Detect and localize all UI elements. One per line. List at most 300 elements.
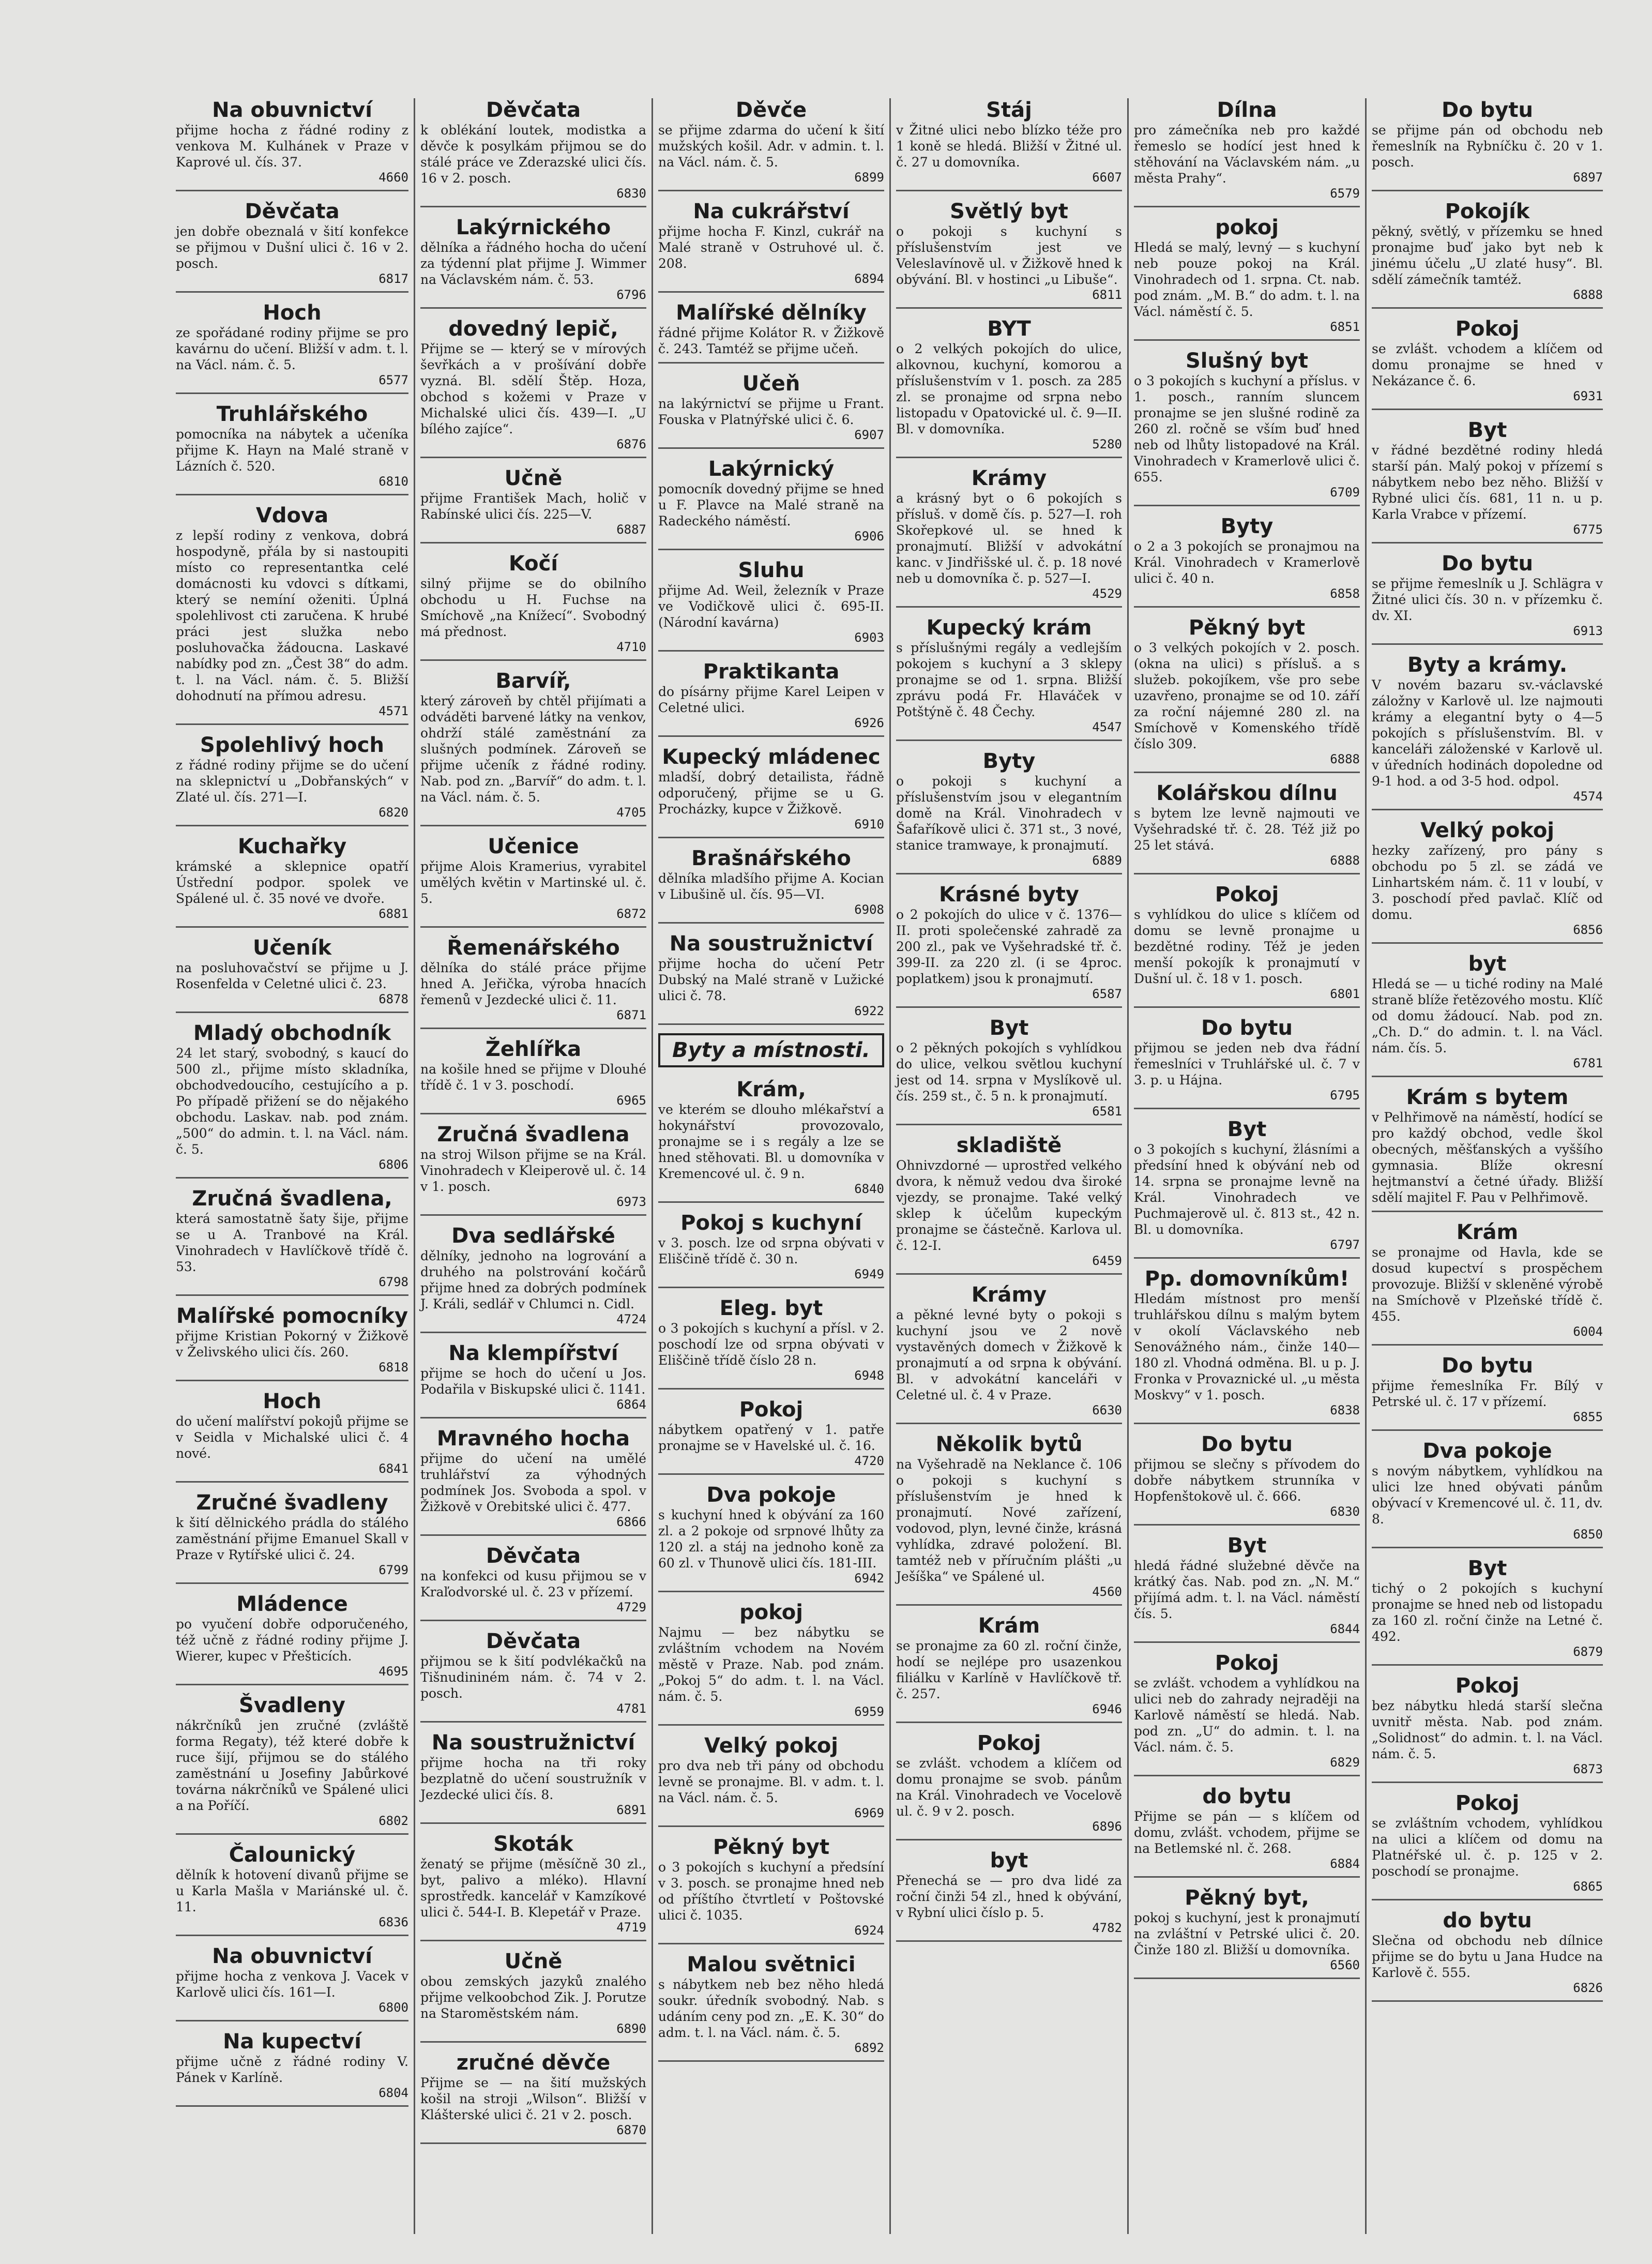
ad-number: 6931	[1573, 389, 1603, 403]
classified-ad	[658, 1483, 884, 1592]
ad-text: Hledá se malý, levný — s kuchyní neb pouze pokoj na Král. Vinohradech od 1. srpna. Ct. nab. pod znám. „M. B.“ do adm. t. l. na Václ. náměstí č. 5.	[1134, 240, 1360, 319]
ad-number: 6887	[616, 522, 646, 537]
ad-title: Děvčata	[486, 1629, 581, 1653]
classified-ad	[896, 1849, 1122, 1942]
ad-text: o 2 pokojích do ulice v č. 1376—II. proti společenské zahradě za 200 zl., pak ve Vyšehradské tř. č. 399-II. za 220 zl. (i se 4proc. poplatkem) jsou k pronajmutí.	[896, 907, 1122, 986]
ad-number: 6581	[1092, 1104, 1122, 1119]
classified-ad	[1372, 1674, 1603, 1783]
classified-ad	[176, 1843, 408, 1936]
ad-text: Přenechá se — pro dva lidé za roční činži 54 zl., hned k obývání, v Rybní ulici číslo p. 5.	[896, 1873, 1122, 1920]
classified-ad	[896, 1614, 1122, 1723]
ad-text: v Pelhřimově na náměstí, hodící se pro každý obchod, vedle škol obecných, měšťanských a vyššího gymnasia. Blíže okresní hejtmanství a četné úřady. Bližší sdělí majitel F. Pau v Pelhřimově.	[1372, 1110, 1603, 1205]
ad-text: k oblékání loutek, modistka a děvče k posylkám přijmou se do stálé práce ve Zderazské ulici čís. 16 v 2. posch.	[420, 123, 646, 186]
classified-ad	[1372, 952, 1603, 1077]
classified-ad	[176, 402, 408, 495]
ad-text: na stroj Wilson přijme se na Král. Vinohradech v Kleiperově ul. č. 14 v 1. posch.	[420, 1147, 646, 1194]
ad-title: do bytu	[1443, 1909, 1532, 1933]
ad-text: z lepší rodiny z venkova, dobrá hospodyně, přála by si nastoupiti místo co representantka celé domácnosti ku vdovci s dítkami, který se nemíní oženiti. Úplná spolehlivost cti zaručena. K hrubé práci jest služka nebo posluhovačka žádoucna. Laskavé nabídky pod zn. „Čest 38“ do adm. t. l. na Václ. nám. č. 5. Bližší dohodnutí na přímou adresu.	[176, 528, 408, 703]
classified-ad	[896, 1283, 1122, 1424]
ad-title: Sluhu	[738, 559, 805, 582]
ad-text: Hledá se — u tiché rodiny na Malé straně blíže řetězového mostu. Klíč od domu žádoucí. Nab. pod zn. „Ch. D.“ do admin. t. l. na Václ. nám. čís. 5.	[1372, 976, 1603, 1055]
classified-ad	[1134, 883, 1360, 1008]
ad-number: 6879	[1573, 1644, 1603, 1659]
ad-title: Na obuvnictví	[212, 1944, 372, 1968]
classified-ad	[1134, 216, 1360, 341]
ad-text: se přijme řemeslník u J. Schlägra v Žitné ulici čís. 30 n. v přízemku č. dv. XI.	[1372, 576, 1603, 623]
classified-ad	[176, 1694, 408, 1835]
ad-number: 6897	[1573, 170, 1603, 185]
ad-title: Děvčata	[245, 200, 340, 223]
ad-text: a krásný byt o 6 pokojích s přísluš. v domě čís. p. 527—I. roh Skořepkové ul. se hned k pronajmutí. Bližší v advokátní kanc. v Jindřišské ul. č. p. 18 nové neb u domovníka č. p. 527—I.	[896, 491, 1122, 586]
ad-text: přijme Alois Kramerius, vyrabitel umělých květin v Martinské ul. č. 5.	[420, 859, 646, 906]
classified-ad	[1372, 552, 1603, 645]
ad-number: 6856	[1573, 923, 1603, 937]
ad-title: Pp. domovníkům!	[1144, 1267, 1350, 1291]
classified-ad	[420, 216, 646, 309]
ad-title: Pěkný byt	[713, 1835, 830, 1859]
ad-title: Pokoj	[1215, 883, 1279, 907]
classified-ad	[896, 317, 1122, 458]
ad-text: v řádné bezdětné rodiny hledá starší pán. Malý pokoj v přízemí s nábytkem nebo bez něho. Bližší v Rybné ulici čís. 681, 11 n. u p. Karla Vrabce v přízemí.	[1372, 443, 1603, 522]
ad-number: 6830	[616, 186, 646, 201]
ad-title: Brašnářského	[691, 847, 851, 870]
ad-title: Krám,	[736, 1078, 806, 1101]
ad-number: 6949	[854, 1267, 884, 1281]
ad-title: Kuchařky	[237, 835, 347, 858]
ad-text: s bytem lze levně najmouti ve Vyšehradské tř. č. 28. Též již po 25 let stává.	[1134, 806, 1360, 853]
ad-text: Ohnivzdorné — uprostřed velkého dvora, k němuž vedou dva široké vjezdy, se pronajme. Také velký sklep k účelům kupeckým pronajme se částečně. Karlova ul. č. 12-I.	[896, 1158, 1122, 1253]
classified-ad	[176, 98, 408, 191]
ad-number: 4571	[378, 704, 408, 718]
ad-number: 4529	[1092, 586, 1122, 601]
ad-text: o 3 pokojích s kuchyní, žlásními a předsíní hned k obývání neb od 14. srpna se pronajme levně na Král. Vinohradech ve Puchmajerově ul. č. 813 st., 42 n. Bl. u domovníka.	[1134, 1142, 1360, 1237]
ad-text: přijme hocha F. Kinzl, cukrář na Malé straně v Ostruhové ul. č. 208.	[658, 224, 884, 271]
classified-ad	[658, 1296, 884, 1390]
ad-number: 4719	[616, 1920, 646, 1935]
classified-ad	[420, 1224, 646, 1333]
ad-text: o pokoji s kuchyní s příslušenstvím jest ve Veleslavínově ul. v Žižkově hned k obývání. Bl. v hostinci „u Libuše“.	[896, 224, 1122, 287]
classified-ad	[1134, 1016, 1360, 1109]
ad-title: Velký pokoj	[1420, 819, 1555, 842]
ad-text: Hledám místnost pro menší truhlářskou dílnu s malým bytem v okolí Václavského neb Senovážného nám., činže 140—180 zl. Vhodná odměna. Bl. u p. J. Fronka v Provaznické ul. „u města Moskvy“ v 1. posch.	[1134, 1291, 1360, 1402]
ad-title: Krásné byty	[939, 883, 1079, 907]
ad-text: přijmou se jeden neb dva řádní řemeslníci v Truhlářské ul. č. 7 v 3. p. u Hájna.	[1134, 1040, 1360, 1088]
classified-ad	[1372, 98, 1603, 191]
ad-title: Řemenářského	[447, 936, 620, 960]
ad-title: Dva pokoje	[706, 1483, 836, 1507]
ad-number: 6899	[854, 170, 884, 185]
column-3	[651, 98, 889, 2234]
ad-title: Barvíř,	[495, 669, 571, 693]
ad-text: který zároveň by chtěl přijímati a odváděti barvené látky na venkov, ohdrží stálé zaměstnání za slušných podmínek. Zároveň se přijme učeník z řádné rodiny. Nab. pod zn. „Barvíř“ do adm. t. l. na Václ. nám. č. 5.	[420, 693, 646, 805]
ad-text: o 2 a 3 pokojích se pronajmou na Král. Vinohradech v Kramerlově ulici č. 40 n.	[1134, 539, 1360, 586]
ad-text: dělníka a řádného hocha do učení za týdenní plat přijme J. Wimmer na Václavském nám. č. 53.	[420, 240, 646, 287]
ad-title: Velký pokoj	[704, 1734, 839, 1758]
classified-ad	[420, 936, 646, 1029]
ad-title: Učeník	[252, 936, 332, 960]
classified-ad	[658, 301, 884, 364]
ad-title: Stáj	[986, 98, 1032, 122]
classified-ad	[1372, 1909, 1603, 2002]
classified-ad	[896, 466, 1122, 608]
ad-title: Do bytu	[1201, 1016, 1293, 1040]
classified-ad	[420, 1123, 646, 1216]
ad-title: Pěkný byt,	[1185, 1886, 1309, 1910]
classified-ad	[420, 1731, 646, 1824]
ad-number: 6888	[1330, 752, 1360, 766]
ad-text: se zvlášt. vchodem a klíčem od domu pronajme se hned v Nekázance č. 6.	[1372, 341, 1603, 388]
ad-title: Dva sedlářské	[451, 1224, 615, 1248]
ad-title: Zručné švadleny	[196, 1491, 388, 1515]
ad-number: 4720	[854, 1454, 884, 1468]
ad-number: 4729	[616, 1600, 646, 1614]
ad-title: Krám s bytem	[1406, 1085, 1569, 1109]
ad-title: Učeň	[742, 372, 800, 396]
ad-text: na posluhovačství se přijme u J. Rosenfelda v Celetné ulici č. 23.	[176, 960, 408, 991]
ad-text: pěkný, světlý, v přízemku se hned pronajme buď jako byt neb k jinému účelu „U zlaté husy“. Bl. sdělí zámečník tamtéž.	[1372, 224, 1603, 287]
ad-title: Pokoj	[1455, 317, 1520, 341]
classified-ad	[1134, 349, 1360, 506]
ad-number: 6830	[1330, 1504, 1360, 1519]
ad-number: 6866	[616, 1515, 646, 1529]
ad-text: přijme František Mach, holič v Rabínské ulici čís. 225—V.	[420, 491, 646, 522]
ad-number: 6810	[378, 474, 408, 489]
classified-ad	[176, 1304, 408, 1381]
classified-ad	[420, 1037, 646, 1114]
ad-text: o pokoji s kuchyní a příslušenstvím jsou v elegantním domě na Král. Vinohradech v Šafaříkově ulici č. 371 st., 3 nové, stanice tramwaye, k pronajmutí.	[896, 774, 1122, 853]
classified-ad	[658, 932, 884, 1025]
ad-title: byt	[1468, 952, 1507, 976]
classified-ad	[1372, 1557, 1603, 1666]
ad-title: Mládence	[236, 1592, 348, 1616]
ad-number: 4660	[378, 170, 408, 185]
ad-title: Eleg. byt	[719, 1296, 823, 1320]
ad-text: pomocník dovedný přijme se hned u F. Plavce na Malé straně na Radeckého náměstí.	[658, 481, 884, 529]
classified-ad	[1372, 1791, 1603, 1900]
ad-title: Krám	[1456, 1220, 1519, 1244]
classified-ad	[658, 1835, 884, 1944]
classified-ad	[1134, 98, 1360, 207]
classified-ad	[176, 1944, 408, 2021]
ad-number: 6004	[1573, 1324, 1603, 1339]
ad-title: BYT	[987, 317, 1031, 341]
ad-text: přijme hocha na tři roky bezplatně do učení soustružník v Jezdecké ulici čís. 8.	[420, 1755, 646, 1802]
ad-title: Lakýrnického	[456, 216, 611, 239]
ad-text: tichý o 2 pokojích s kuchyní pronajme se hned neb od listopadu za 160 zl. roční činže na Letné č. 492.	[1372, 1581, 1603, 1644]
ad-title: Na kupectví	[223, 2030, 361, 2054]
ad-number: 6630	[1092, 1403, 1122, 1417]
ad-title: Malířské dělníky	[676, 301, 867, 325]
ad-text: s nábytkem neb bez něho hledá soukr. úředník svobodný. Nab. s udáním ceny pod zn. „E. K. 30“ do adm. t. l. na Václ. nám. č. 5.	[658, 1977, 884, 2040]
classified-ad	[1372, 1439, 1603, 1548]
ad-text: přijmou se slečny s přívodem do dobře nábytkem strunníka v Hopfenštokově ul. č. 666.	[1134, 1457, 1360, 1504]
classified-ad	[1134, 1267, 1360, 1424]
ad-number: 6872	[616, 907, 646, 921]
ad-text: a pěkné levné byty o pokoji s kuchyní jsou ve 2 nově vystavěných domech v Žižkově k pronajmutí a od srpna k obývání. Bl. v advokátní kanceláři v Celetné ul. č. 4 v Praze.	[896, 1307, 1122, 1402]
ad-text: Slečna od obchodu neb dílnice přijme se do bytu u Jana Hudce na Karlově č. 555.	[1372, 1933, 1603, 1980]
ad-text: se přijme zdarma do učení k šití mužských košil. Adr. v admin. t. l. na Václ. nám. č. 5.	[658, 123, 884, 170]
ad-title: Hoch	[263, 301, 322, 325]
ad-text: bez nábytku hledá starší slečna uvnitř města. Nab. pod znám. „Solidnost“ do admin. t. l. na Václ. nám. č. 5.	[1372, 1698, 1603, 1761]
ad-number: 6881	[378, 907, 408, 921]
classified-ad	[896, 1731, 1122, 1840]
ad-number: 6864	[616, 1397, 646, 1412]
classified-ad	[896, 1432, 1122, 1606]
ad-number: 6826	[1573, 1981, 1603, 1995]
ad-title: Kočí	[508, 552, 558, 576]
ad-number: 6873	[1573, 1762, 1603, 1776]
classified-ad	[658, 745, 884, 838]
classified-ad	[896, 616, 1122, 741]
ad-number: 6577	[378, 373, 408, 387]
classified-ad	[658, 457, 884, 550]
ad-text: se pronajme od Havla, kde se dosud kupectví s prospěchem provozuje. Bližší v skleněné výrobě na Smíchově v Plzeňské třídě č. 455.	[1372, 1245, 1603, 1324]
ad-number: 6969	[854, 1806, 884, 1820]
ad-title: Učně	[504, 1950, 563, 1973]
ad-text: se zvláštním vchodem, vyhlídkou na ulici a klíčem od domu na Platnéřské ul. č. p. 125 v 2. poschodí se pronajme.	[1372, 1816, 1603, 1879]
ad-number: 6959	[854, 1704, 884, 1719]
ad-number: 6840	[854, 1182, 884, 1196]
ad-title: Skoták	[493, 1832, 573, 1856]
ad-number: 6858	[1330, 586, 1360, 601]
ad-number: 6838	[1330, 1403, 1360, 1417]
classified-ad	[420, 1341, 646, 1418]
ad-number: 6942	[854, 1571, 884, 1586]
ad-title: Hoch	[263, 1390, 322, 1413]
ad-title: Byt	[989, 1016, 1029, 1040]
ad-number: 6587	[1092, 987, 1122, 1001]
ad-text: s novým nábytkem, vyhlídkou na ulici lze hned obývati pánům obývací v Kremencové ul. č. 11, dv. 8.	[1372, 1463, 1603, 1527]
ad-number: 4574	[1573, 789, 1603, 804]
ad-number: 4781	[616, 1701, 646, 1716]
ad-text: v 3. posch. lze od srpna obývati v Eliščině třídě č. 30 n.	[658, 1235, 884, 1266]
classified-ad	[420, 1832, 646, 1941]
ad-text: nábytkem opatřený v 1. patře pronajme se v Havelské ul. č. 16.	[658, 1422, 884, 1453]
classified-ad	[176, 2030, 408, 2107]
classified-ad	[1134, 1118, 1360, 1259]
ad-number: 6948	[854, 1368, 884, 1383]
section-heading	[658, 1033, 884, 1067]
classified-ad	[896, 98, 1122, 191]
ad-title: zručné děvče	[456, 2051, 611, 2075]
ad-text: přijmou se k šití podvlékačků na Tišnudininém nám. č. 74 v 2. posch.	[420, 1654, 646, 1701]
ad-title: skladiště	[956, 1134, 1062, 1157]
ad-number: 6870	[616, 2123, 646, 2137]
ad-text: 24 let starý, svobodný, s kaucí do 500 zl., přijme místo skladníka, obchodvedoucího, cestujícího a p. Po případě přižení se do nějakého obchodu. Laskav. nab. pod znám. „500“ do admin. t. l. na Václ. nám. č. 5.	[176, 1046, 408, 1157]
ad-title: dovedný lepič,	[448, 317, 618, 341]
ad-number: 6798	[378, 1275, 408, 1289]
ad-title: Krám	[978, 1614, 1040, 1638]
ad-title: Do bytu	[1442, 1354, 1533, 1378]
classified-ad	[420, 2051, 646, 2144]
ad-number: 4560	[1092, 1584, 1122, 1599]
ad-number: 6965	[616, 1093, 646, 1108]
ad-text: ze spořádané rodiny přijme se pro kavárnu do učení. Bližší v adm. t. l. na Václ. nám. č. 5.	[176, 325, 408, 372]
ad-number: 6906	[854, 529, 884, 544]
ad-text: ženatý se přijme (měsíčně 30 zl., byt, palivo a mléko). Hlavní sprostředk. kancelář v Kamzíkové ulici č. 544-I. B. Klepetář v Praze.	[420, 1857, 646, 1920]
ad-number: 6888	[1573, 288, 1603, 302]
classified-ad	[658, 1734, 884, 1827]
ad-number: 6924	[854, 1923, 884, 1938]
ad-number: 6818	[378, 1360, 408, 1375]
ad-title: Pokoj	[1215, 1651, 1279, 1675]
ad-text: řádné přijme Kolátor R. v Žižkově č. 243. Tamtéž se přijme učeň.	[658, 325, 884, 356]
ad-text: silný přijme se do obilního obchodu u H. Fuchse na Smíchově „na Knížecí“. Svobodný má přednost.	[420, 576, 646, 639]
ad-number: 6459	[1092, 1254, 1122, 1268]
classified-ad	[176, 835, 408, 928]
ad-number: 6802	[378, 1814, 408, 1828]
classified-ad	[658, 1953, 884, 2062]
ad-number: 6973	[616, 1195, 646, 1209]
classified-ad	[176, 1390, 408, 1483]
classified-ad	[1372, 317, 1603, 410]
ad-text: se přijme pán od obchodu neb řemeslník na Rybníčku č. 20 v 1. posch.	[1372, 123, 1603, 170]
ad-number: 6926	[854, 716, 884, 730]
ad-text: o 3 pokojích s kuchyní a přísl. v 2. poschodí lze od srpna obývati v Eliščině třídě číslo 28 n.	[658, 1321, 884, 1368]
ad-number: 6801	[1330, 987, 1360, 1001]
ad-title: Lakýrnický	[708, 457, 835, 481]
ad-text: k šití dělnického prádla do stálého zaměstnání přijme Emanuel Skall v Praze v Rytířské ulici č. 24.	[176, 1515, 408, 1562]
ad-text: na košile hned se přijme v Dlouhé třídě č. 1 v 3. poschodí.	[420, 1062, 646, 1093]
ad-title: Na soustružnictví	[669, 932, 873, 956]
ad-number: 6781	[1573, 1056, 1603, 1070]
ad-title: Byt	[1227, 1118, 1267, 1141]
ad-text: obou zemských jazyků znalého přijme velkoobchod Zik. J. Porutze na Staroměstském nám.	[420, 1974, 646, 2021]
ad-title: Kupecký mládenec	[662, 745, 881, 769]
ad-text: Přijme se — na šití mužských košil na stroji „Wilson“. Bližší v Klášterské ulici č. 21 v 2. posch.	[420, 2075, 646, 2122]
ad-text: Přijme se — který se v mírových ševřkách a v prošívání dobře vyzná. Bl. sdělí Štěp. Hoza, obchod s kožemi v Praze v Michalské ulici čís. 439—I. „U bílého zajíce“.	[420, 341, 646, 436]
classified-ad	[420, 98, 646, 207]
classified-ad	[658, 98, 884, 191]
ad-number: 6841	[378, 1461, 408, 1476]
classified-ad	[896, 883, 1122, 1008]
ad-text: dělníka mladšího přijme A. Kocian v Libušině ul. čís. 95—VI.	[658, 871, 884, 902]
ad-number: 6579	[1330, 186, 1360, 201]
classified-ad	[1134, 781, 1360, 874]
ad-text: přijme do učení na umělé truhlářství za výhodných podmínek Jos. Svoboda a spol. v Žižkově v Orebitské ulici č. 477.	[420, 1451, 646, 1514]
ad-number: 6888	[1330, 853, 1360, 868]
classified-ad	[1372, 418, 1603, 544]
classified-ad	[1134, 1886, 1360, 1979]
classified-ad	[420, 669, 646, 826]
classified-ad	[1372, 1220, 1603, 1346]
classified-ad	[1372, 1354, 1603, 1431]
classified-ad	[658, 1078, 884, 1203]
ad-number: 6896	[1092, 1819, 1122, 1834]
ad-text: přijme hocha z řádné rodiny z venkova M. Kulhánek v Praze v Kaprové ul. čís. 37.	[176, 123, 408, 170]
classified-ad	[658, 660, 884, 737]
column-5	[1127, 98, 1365, 2234]
ad-number: 6946	[1092, 1702, 1122, 1716]
classified-ad	[420, 1544, 646, 1621]
ad-number: 6890	[616, 2021, 646, 2036]
ad-title: Dílna	[1217, 98, 1277, 122]
ad-title: Byty	[982, 749, 1036, 773]
ad-title: Spolehlivý hoch	[200, 733, 384, 757]
ad-text: hledá řádné služebné děvče na krátký čas. Nab. pod zn. „N. M.“ přijímá adm. t. l. na Václ. náměstí čís. 5.	[1134, 1558, 1360, 1621]
ad-title: pokoj	[739, 1601, 803, 1624]
ad-text: která samostatně šaty šije, přijme se u A. Tranbové na Král. Vinohradech v Havlíčkově třídě č. 53.	[176, 1211, 408, 1274]
classified-ad	[1372, 819, 1603, 944]
ad-number: 6850	[1573, 1527, 1603, 1542]
classified-ad	[176, 200, 408, 293]
ad-title: Pokoj	[977, 1731, 1041, 1755]
column-4	[889, 98, 1127, 2234]
ad-title: Na obuvnictví	[212, 98, 372, 122]
ad-title: Krámy	[971, 466, 1047, 490]
classified-ad	[176, 1021, 408, 1179]
classified-ad	[1134, 1785, 1360, 1878]
ad-title: Zručná švadlena,	[192, 1187, 392, 1211]
ad-title: Několik bytů	[935, 1432, 1083, 1456]
classified-ad	[658, 847, 884, 924]
ad-text: dělníky, jednoho na logrování a druhého na polstrování kočárů přijme hned za dobrých podmínek J. Králi, sedlář v Chlumci n. Cidl.	[420, 1248, 646, 1311]
classified-ad	[420, 1950, 646, 2043]
ad-title: do bytu	[1202, 1785, 1292, 1808]
classified-ad	[658, 1211, 884, 1288]
ad-number: 6889	[1092, 853, 1122, 868]
classified-ad	[896, 1134, 1122, 1275]
ad-number: 4782	[1092, 1921, 1122, 1935]
ad-title: Čalounický	[229, 1843, 356, 1867]
ad-number: 6855	[1573, 1410, 1603, 1424]
classified-ad	[896, 1016, 1122, 1125]
ad-text: krámské a sklepnice opatří Ústřední podpor. spolek ve Spálené ul. č. 35 nové ve dvoře.	[176, 859, 408, 906]
classified-ad	[420, 317, 646, 458]
ad-text: přijme řemeslníka Fr. Bílý v Petrské ul. č. 17 v přízemí.	[1372, 1378, 1603, 1409]
classified-ad	[658, 1398, 884, 1475]
ad-number: 6829	[1330, 1755, 1360, 1770]
ad-number: 6892	[854, 2041, 884, 2055]
ad-title: Děvčata	[486, 1544, 581, 1568]
ad-text: Najmu — bez nábytku se zvláštním vchodem na Novém městě v Praze. Nab. pod znám. „Pokoj 5“ do adm. t. l. na Václ. nám. č. 5.	[658, 1625, 884, 1704]
classified-ad	[176, 1187, 408, 1296]
classified-ad	[896, 749, 1122, 874]
ad-number: 4705	[616, 805, 646, 820]
ad-number: 4695	[378, 1664, 408, 1679]
ad-number: 6775	[1573, 522, 1603, 537]
classified-ad	[420, 1427, 646, 1536]
ad-text: jen dobře obeznalá v šití konfekce se přijmou v Dušní ulici č. 16 v 2. posch.	[176, 224, 408, 271]
ad-text: po vyučení dobře odporučeného, též učně z řádné rodiny přijme J. Wierer, kupec v Přešticích.	[176, 1617, 408, 1664]
ad-text: přijme hocha do učení Petr Dubský na Malé straně v Lužické ulici č. 78.	[658, 956, 884, 1003]
ad-number: 6709	[1330, 485, 1360, 500]
ad-text: s příslušnými regály a vedlejším pokojem s kuchyní a 3 sklepy pronajme se od 1. srpna. Bližší zprávu podá Fr. Hlaváček v Potštýně č. 48 Čechy.	[896, 640, 1122, 719]
ad-text: ve kterém se dlouho mlékařství a hokynářství provozovalo, pronajme se i s regály a lze se hned stěhovati. Bl. u domovníka v Kremencové ul. č. 9 n.	[658, 1102, 884, 1181]
ad-title: Na klempířství	[448, 1341, 618, 1365]
ad-number: 6865	[1573, 1879, 1603, 1894]
ad-title: Do bytu	[1442, 552, 1533, 576]
ad-number: 6908	[854, 902, 884, 917]
ad-number: 6844	[1330, 1622, 1360, 1636]
ad-number: 6878	[378, 992, 408, 1006]
classified-ad	[896, 200, 1122, 309]
ad-text: se pronajme za 60 zl. roční činže, hodí se nejlépe pro usazenkou filiálku v Karlíně v Havlíčkově tř. č. 257.	[896, 1638, 1122, 1701]
ad-number: 4547	[1092, 720, 1122, 734]
ad-title: Pokoj	[1455, 1791, 1520, 1815]
classified-ad	[176, 1491, 408, 1584]
classified-ad	[658, 1601, 884, 1726]
ad-title: Malířské pomocníky	[176, 1304, 408, 1328]
ad-number: 6795	[1330, 1088, 1360, 1103]
ad-number: 6797	[1330, 1237, 1360, 1252]
classified-ad	[420, 1629, 646, 1723]
ad-title: Krámy	[971, 1283, 1047, 1307]
ad-text: Přijme se pán — s klíčem od domu, zvlášt. vchodem, přijme se na Betlemské nl. č. 268.	[1134, 1809, 1360, 1856]
ad-text: do písárny přijme Karel Leipen v Celetné ulici.	[658, 684, 884, 715]
ad-number: 6836	[378, 1915, 408, 1929]
ad-title: Pokoj s kuchyní	[680, 1211, 862, 1235]
